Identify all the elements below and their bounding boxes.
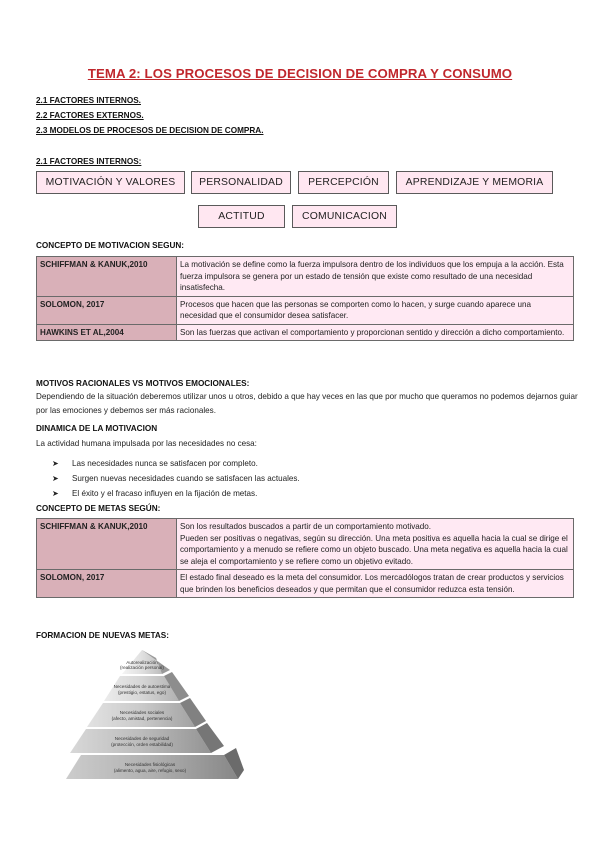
- dinamica-paragraph: La actividad humana impulsada por las necesidades no cesa:: [36, 439, 257, 448]
- pyramid-level-3: [87, 703, 195, 727]
- factor-box-comunicacion: COMUNICACION: [292, 205, 397, 228]
- metas-heading: CONCEPTO DE METAS SEGÚN:: [36, 504, 161, 513]
- author-cell: SOLOMON, 2017: [37, 570, 177, 598]
- definition-cell: El estado final deseado es la meta del consumidor. Los mercadólogos tratan de crear productos y servicios que brinden los beneficios deseados y que permitan que el consumidor reduzca esta tensión.: [177, 570, 574, 598]
- motivacion-heading: CONCEPTO DE MOTIVACION SEGUN:: [36, 241, 184, 250]
- pyramid-sublabel: (afecto, amistad, pertenencia): [111, 716, 173, 721]
- list-item: ➤ Las necesidades nunca se satisfacen por completo.: [52, 456, 300, 471]
- metas-definitions-table: [36, 518, 574, 598]
- list-item: ➤ Surgen nuevas necesidades cuando se satisfacen las actuales.: [52, 471, 300, 486]
- pyramid-label: Necesidades sociales: [119, 710, 165, 715]
- factores-internos-heading: 2.1 FACTORES INTERNOS:: [36, 157, 142, 166]
- dinamica-heading: DINAMICA DE LA MOTIVACION: [36, 424, 158, 433]
- table-row: [37, 570, 574, 598]
- author-cell: SOLOMON, 2017: [37, 296, 177, 324]
- author-cell: SCHIFFMAN & KANUK,2010: [37, 519, 177, 570]
- toc-item-factores-externos[interactable]: 2.2 FACTORES EXTERNOS.: [36, 111, 144, 120]
- arrow-bullet-icon: ➤: [52, 489, 59, 498]
- pyramid-sublabel: (alimento, agua, aire, refugio, sexo): [113, 768, 187, 773]
- formacion-metas-heading: FORMACION DE NUEVAS METAS:: [36, 631, 169, 640]
- table-row: [37, 519, 574, 570]
- factor-box-actitud: ACTITUD: [198, 205, 285, 228]
- factor-box-personalidad: PERSONALIDAD: [191, 171, 291, 194]
- pyramid-label: Necesidades de seguridad: [114, 736, 170, 741]
- maslow-pyramid-diagram: [66, 648, 246, 798]
- pyramid-label: Necesidades fisiológicas: [124, 762, 176, 767]
- author-cell: HAWKINS ET AL,2004: [37, 324, 177, 341]
- motivos-heading: MOTIVOS RACIONALES VS MOTIVOS EMOCIONALES:: [36, 379, 250, 388]
- table-row: [37, 296, 574, 324]
- factor-box-motivacion: MOTIVACIÓN Y VALORES: [36, 171, 185, 194]
- motivacion-definitions-table: [36, 256, 574, 341]
- list-item: ➤ El éxito y el fracaso influyen en la fijación de metas.: [52, 486, 300, 501]
- pyramid-sublabel: (prestigio, estatus, ego): [117, 690, 167, 695]
- table-row: [37, 324, 574, 341]
- arrow-bullet-icon: ➤: [52, 474, 59, 483]
- table-row: [37, 257, 574, 297]
- definition-cell: Procesos que hacen que las personas se comporten como lo hacen, y surge cuando aparece una necesidad que el consumidor desea satisfacer.: [177, 296, 574, 324]
- pyramid-level-5: [66, 755, 238, 779]
- dinamica-bullet-list: [52, 456, 300, 501]
- motivos-paragraph: Dependiendo de la situación deberemos utilizar unos u otros, debido a que hay veces en las que por mucho que queramos no podemos dejarnos guiar por las emociones y debemos ser más racionales.: [36, 392, 578, 415]
- author-cell: SCHIFFMAN & KANUK,2010: [37, 257, 177, 297]
- page-title: TEMA 2: LOS PROCESOS DE DECISION DE COMPRA Y CONSUMO: [87, 66, 513, 81]
- factor-box-aprendizaje: APRENDIZAJE Y MEMORIA: [396, 171, 553, 194]
- toc-item-modelos-decision[interactable]: 2.3 MODELOS DE PROCESOS DE DECISION DE COMPRA.: [36, 126, 264, 135]
- pyramid-label: Autorealización: [126, 660, 158, 665]
- toc-item-factores-internos[interactable]: 2.1 FACTORES INTERNOS.: [36, 96, 141, 105]
- factor-box-percepcion: PERCEPCIÓN: [298, 171, 389, 194]
- pyramid-level-4: [70, 729, 211, 753]
- pyramid-sublabel: (protección, orden estabilidad): [111, 742, 173, 747]
- pyramid-label: Necesidades de autoestima: [113, 684, 171, 689]
- pyramid-sublabel: (realización personal): [120, 665, 164, 670]
- arrow-bullet-icon: ➤: [52, 459, 59, 468]
- definition-cell: Son las fuerzas que activan el comportamiento y proporcionan sentido y dirección a dicho comportamiento.: [177, 324, 574, 341]
- definition-cell: La motivación se define como la fuerza impulsora dentro de los individuos que los empuja a la acción. Esta fuerza impulsora se genera por un estado de tensión que existe como resultado de una necesidad insatisfecha.: [177, 257, 574, 297]
- definition-cell: Son los resultados buscados a partir de un comportamiento motivado. Pueden ser positivas o negativas, según su dirección. Una meta positiva es aquella hacia la cual se dirige el comportamiento y a menudo se refiere como un objeto buscado. Una meta negativa es aquella hacia la cual se aleja el comportamiento y se refiere como un objetivo evitado.: [177, 519, 574, 570]
